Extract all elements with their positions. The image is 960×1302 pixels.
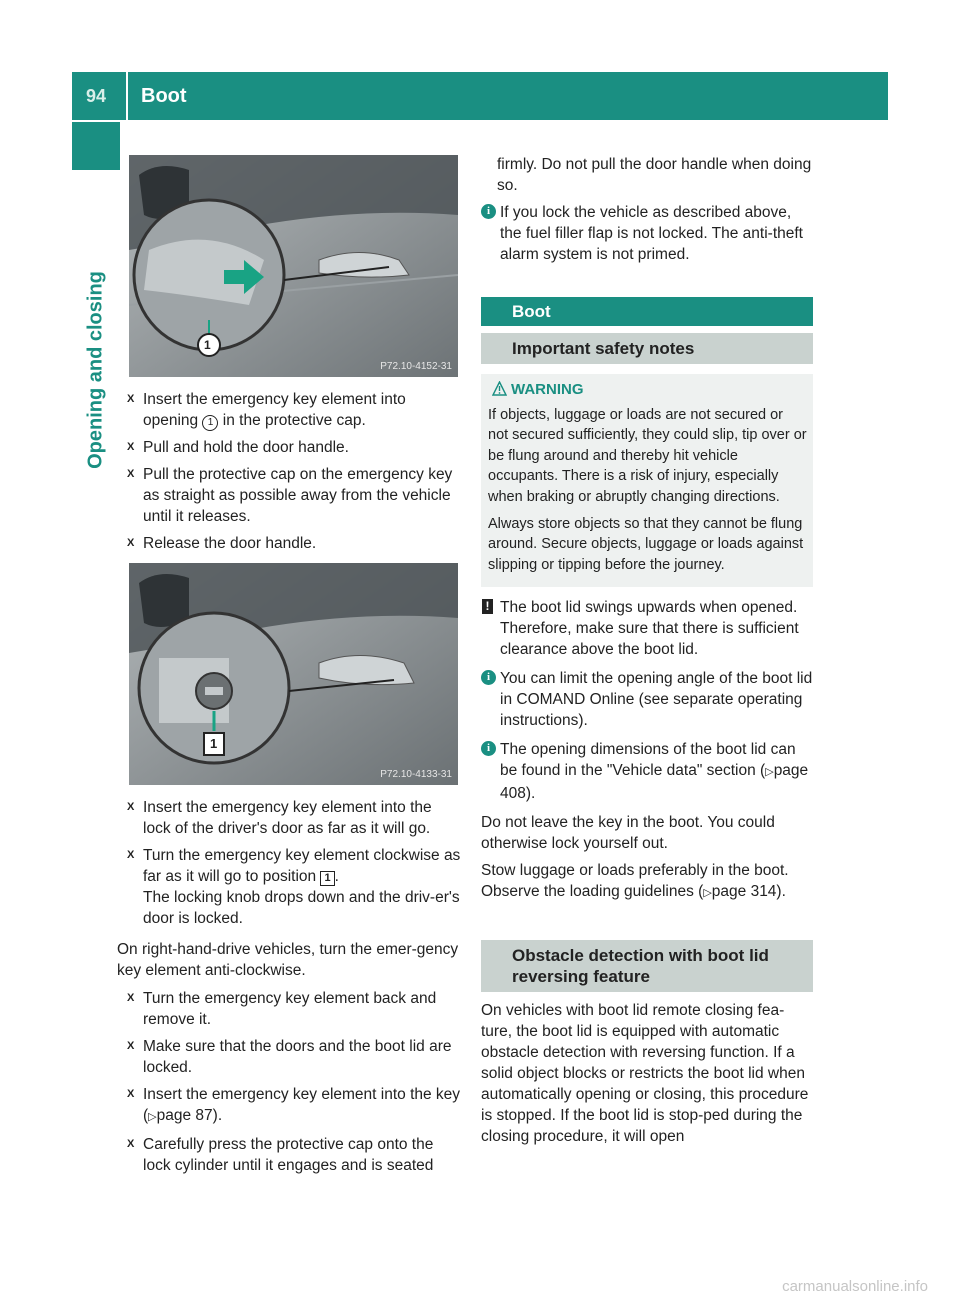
info-text: You can limit the opening angle of the boot lid in COMAND Online (see separate operating instructions). [500,670,813,730]
step-text: Turn the emergency key element clockwise as far as it will go to position [143,847,461,885]
exclamation-icon: ! [482,599,493,614]
page-ref-icon: ▷ [148,1111,157,1123]
figure-callout: 1 [204,338,211,352]
figure-door-lock [129,563,458,785]
side-tab-block [72,122,120,170]
warning-title [488,380,807,401]
section-header-boot: Boot [481,297,813,326]
paragraph: On vehicles with boot lid remote closing fea-ture, the boot lid is equipped with automatic obstacle detection with reversing function. If a solid object blocks or restricts the boot lid when automatically opening or closing, this procedure is stopped. If the boot lid is stop-ped during the closing procedure, it will open [481,1002,809,1146]
left-column-text-3 [117,939,463,987]
left-column-steps-1 [127,389,462,560]
subsection-header-safety: Important safety notes [481,333,813,364]
step-arrow-icon: X [127,537,135,549]
step-arrow-icon: X [127,801,135,813]
step-text: Pull the protective cap on the emergency key as straight as possible away from the vehicle until it releases. [143,466,453,525]
step-item [127,1036,463,1078]
info-note [481,202,813,265]
step-item [127,464,462,527]
subsection-header-obstacle: Obstacle detection with boot lid reversing feature [481,940,813,992]
step-arrow-icon: X [127,992,135,1004]
page-header [72,72,888,120]
step-text: Pull and hold the door handle. [143,439,349,456]
step-item [127,988,463,1030]
warning-box [481,374,813,587]
right-column [481,154,813,1153]
continued-text: firmly. Do not pull the door handle when doing so. [497,156,812,194]
left-column-steps-2 [127,797,463,935]
paragraph: On right-hand-drive vehicles, turn the emer-gency key element anti-clockwise. [117,941,459,979]
left-column-steps-3 [127,988,463,1182]
step-item [127,1134,463,1176]
step-item [127,389,462,431]
page-ref-link[interactable]: page 408). [500,762,809,803]
step-text: Make sure that the doors and the boot lid are locked. [143,1038,452,1076]
step-arrow-icon: X [127,468,135,480]
figure-code: P72.10-4152-31 [380,361,452,372]
page-title: Boot [141,85,187,107]
step-arrow-icon: X [127,393,135,405]
step-text: Release the door handle. [143,535,317,552]
callout-marker: 1 [202,415,218,431]
step-text: Insert the emergency key element into opening [143,391,406,429]
door-illustration-2 [129,563,458,785]
step-result-text: The locking knob drops down and the driv-er's door is locked. [143,889,460,927]
info-note [481,668,813,731]
step-text: Carefully press the protective cap onto the lock cylinder until it engages and is seated [143,1136,434,1174]
info-text: The opening dimensions of the boot lid can be found in the "Vehicle data" section ( [500,741,796,780]
info-icon: i [481,204,496,219]
step-text: Insert the emergency key element into the lock of the driver's door as far as it will go. [143,799,432,837]
footer-watermark: carmanualsonline.info [782,1278,928,1295]
paragraph: Do not leave the key in the boot. You could otherwise lock yourself out. [481,814,775,853]
warning-triangle-icon [492,381,507,396]
info-text: If you lock the vehicle as described above, the fuel filler flap is not locked. The anti-theft alarm system is not primed. [500,204,803,263]
info-icon: i [481,670,496,685]
step-text: . [334,868,339,885]
step-item [127,845,463,929]
warning-paragraph: Always store objects so that they cannot be flung around. Secure objects, luggage or loads against slipping or tipping before the journey. [488,515,804,573]
page-ref-link[interactable]: page 314). [711,883,786,901]
figure-callout: 1 [210,736,218,751]
paragraph [481,860,813,904]
info-icon: i [481,741,496,756]
page-number: 94 [86,86,107,106]
step-item [127,437,462,458]
notice-note [481,597,813,660]
step-text: in the protective cap. [218,412,366,429]
step-item [127,797,463,839]
door-illustration-1 [129,155,458,377]
callout-marker: 1 [320,871,334,886]
step-arrow-icon: X [127,1088,135,1100]
page-ref-icon: ▷ [703,887,712,900]
step-item [127,1084,463,1128]
page-ref-icon: ▷ [765,766,774,779]
warning-title-text: WARNING [511,381,584,398]
notice-text: The boot lid swings upwards when opened. Therefore, make sure that there is sufficient clearance above the boot lid. [500,599,799,659]
step-text: Insert the emergency key element into the key ( [143,1086,461,1124]
step-arrow-icon: X [127,1040,135,1052]
header-divider [126,72,128,120]
step-arrow-icon: X [127,441,135,453]
step-arrow-icon: X [127,1138,135,1150]
info-note [481,739,813,804]
side-tab-label: Opening and closing [84,271,107,469]
step-text: Turn the emergency key element back and remove it. [143,990,437,1028]
paragraph-text: Stow luggage or loads preferably in the boot. Observe the loading guidelines ( [481,862,789,901]
step-text[interactable]: page 87). [156,1107,223,1124]
step-arrow-icon: X [127,849,135,861]
warning-paragraph: If objects, luggage or loads are not secured or not secured sufficiently, they could slip, tip over or be flung around and thereby hit vehicle occupants. There is a risk of injury, especially when braking or abruptly changing directions. [488,406,807,505]
figure-code: P72.10-4133-31 [380,769,452,780]
figure-door-handle-cap [129,155,458,377]
step-item [127,533,462,554]
